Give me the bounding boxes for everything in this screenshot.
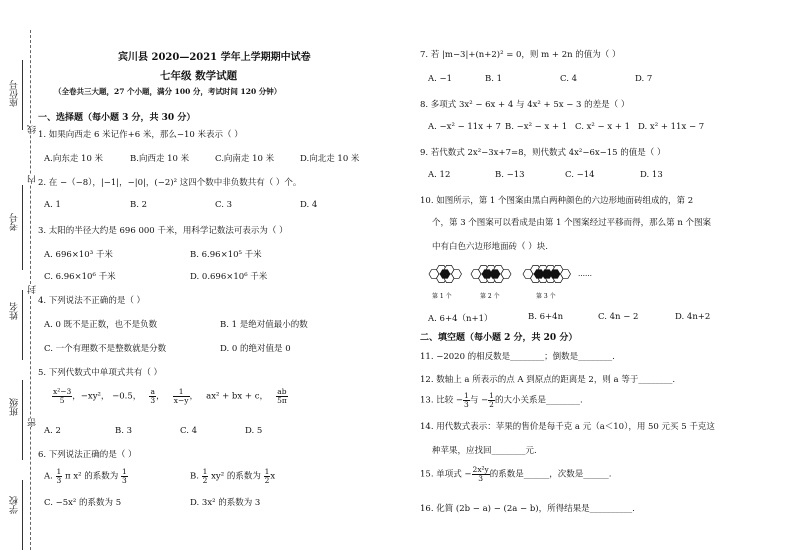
q13-stem: 13. 比较 − $\frac{1}{3}$ 与 − $\frac{1}{2}$ 的大小关系是________. (420, 391, 583, 409)
pattern-3 (523, 265, 571, 282)
q10-line-2: 个，第 3 个图案可以看成是由第 1 个图案经过平移而得，那么第 n 个图案 (432, 218, 712, 228)
fig-ellipsis: …… (578, 270, 592, 278)
q14-line-2: 种苹果，应找回________元. (432, 446, 537, 456)
exam-no-label: 考号 (10, 213, 20, 231)
seat-underline (22, 60, 23, 130)
q10-option-a: A. 6+4（n+1） (428, 314, 493, 324)
q5-option-c: C. 4 (180, 426, 198, 436)
q2-option-c: C. 3 (215, 200, 233, 210)
q8-option-c: C. x² − x + 1 (575, 122, 631, 132)
q2-option-d: D. 4 (300, 200, 318, 210)
q9-option-c: C. −14 (565, 170, 595, 180)
q4-option-a: A. 0 既不是正数，也不是负数 (44, 320, 158, 330)
q7-option-d: D. 7 (635, 74, 653, 84)
q5-expr-4: $\frac{1}{x-y}$ (173, 387, 189, 405)
fig1-label: 第 1 个 (432, 293, 452, 300)
pattern-2 (471, 265, 511, 282)
q10-option-b: B. 6+4n (528, 312, 564, 322)
q10-option-c: C. 4n − 2 (598, 312, 639, 322)
q6-option-a: A. $\frac{1}{3}$ π x² 的系数为 $\frac{1}{3}$ (44, 467, 127, 485)
q5-stem: 5. 下列代数式中单项式共有（ ） (38, 368, 163, 378)
q9-option-a: A. 12 (428, 170, 451, 180)
q7-option-a: A. −1 (428, 74, 453, 84)
q3-option-a: A. 696×10³ 千米 (44, 250, 113, 260)
q11-stem: 11. −2020 的相反数是________；倒数是________. (420, 352, 615, 362)
q4-option-d: D. 0 的绝对值是 0 (220, 344, 291, 354)
q15-stem: 15. 单项式 − $\frac{\text{2x²y}}{3}$ 的系数是______，次数是______. (420, 465, 612, 483)
q6-option-c: C. −5x² 的系数为 5 (44, 498, 122, 508)
q5-expressions: $\frac{\text{x²−3}}{5}$ ，−xy²， −0.5， $\frac{a}{3}$ ， $\frac{1}{x-y}$ ， ax² + bx + c， $\frac{ab}{5\pi}$ (53, 387, 287, 405)
q1-option-a: A.向东走 10 米 (44, 154, 104, 164)
seat-label: 座位号 (10, 80, 20, 107)
section-1-title: 一、选择题（每小题 3 分，共 30 分） (38, 113, 196, 123)
q16-stem: 16. 化简 (2b − a) − (2a − b)，所得结果是__________. (420, 504, 635, 514)
exam-note: （全卷共三大题，27 个小题，满分 100 分，考试时间 120 分钟） (54, 87, 282, 96)
q7-option-c: C. 4 (560, 74, 578, 84)
class-underline (22, 380, 23, 460)
q5-expr-3: $\frac{a}{3}$ (150, 387, 156, 405)
exam-title: 宾川县 2020—2021 学年上学期期中试卷 (118, 52, 311, 63)
q1-option-d: D.向北走 10 米 (300, 154, 360, 164)
q6-option-d: D. 3x² 的系数为 3 (190, 498, 261, 508)
exam-subtitle: 七年级 数学试题 (160, 70, 238, 82)
line-mark: 线 (28, 125, 38, 134)
fold-mark: 密 (28, 418, 38, 427)
q7-stem: 7. 若 |m−3|+(n+2)² = 0，则 m + 2n 的值为（ ） (420, 50, 621, 60)
q5-option-d: D. 5 (245, 426, 263, 436)
q8-option-b: B. −x² − x + 1 (505, 122, 568, 132)
q8-option-d: D. x² + 11x − 7 (638, 122, 705, 132)
q3-stem: 3. 太阳的半径大约是 696 000 千米，用科学记数法可表示为（ ） (38, 226, 288, 236)
school-label: 学校 (10, 496, 20, 514)
fig3-label: 第 3 个 (536, 293, 556, 300)
q4-option-b: B. 1 是绝对值最小的数 (220, 320, 308, 330)
q4-stem: 4. 下列说法不正确的是（ ） (38, 296, 146, 306)
q5-option-b: B. 3 (115, 426, 133, 436)
q5-option-a: A. 2 (44, 426, 61, 436)
q1-option-c: C.向南走 10 米 (215, 154, 275, 164)
q1-stem: 1. 如果向西走 6 米记作+6 米，那么−10 米表示（ ） (38, 130, 243, 140)
q10-option-d: D. 4n+2 (675, 312, 711, 322)
q10-line-1: 10. 如图所示，第 1 个图案由黑白两种颜色的六边形地面砖组成的，第 2 (420, 196, 694, 206)
q9-option-d: D. 13 (640, 170, 663, 180)
hexagon-pattern-figure (428, 260, 608, 306)
q4-option-c: C. 一个有理数不是整数就是分数 (44, 344, 167, 354)
name-label: 姓名 (10, 302, 20, 320)
q9-option-b: B. −13 (495, 170, 525, 180)
pattern-1 (429, 265, 462, 282)
q3-option-c: C. 6.96×10⁶ 千米 (44, 272, 116, 282)
school-underline (22, 480, 23, 550)
section-2-title: 二、填空题（每小题 2 分，共 20 分） (420, 333, 578, 343)
q12-stem: 12. 数轴上 a 所表示的点 A 到原点的距离是 2，则 a 等于________. (420, 375, 676, 385)
q2-option-a: A. 1 (44, 200, 61, 210)
q6-option-b: B. $\frac{1}{2}$ xy² 的系数为 $\frac{1}{2}$ x (190, 467, 276, 485)
q9-stem: 9. 若代数式 2x²−3x+7=8，则代数式 4x²−6x−15 的值是（ ） (420, 148, 666, 158)
q14-line-1: 14. 用代数式表示：苹果的售价是每千克 a 元（a＜10），用 50 元买 5 千克这 (420, 422, 715, 432)
q8-option-a: A. −x² − 11x + 7 (428, 122, 501, 132)
fig2-label: 第 2 个 (480, 293, 500, 300)
q3-option-b: B. 6.96×10⁵ 千米 (190, 250, 262, 260)
q6-stem: 6. 下列说法正确的是（ ） (38, 450, 137, 460)
inner-mark: 内 (28, 175, 38, 184)
q2-stem: 2. 在 −（−8），|−1|，−|0|，(−2)² 这四个数中非负数共有（ ）个。 (38, 178, 302, 188)
exam-no-underline (22, 185, 23, 270)
q8-stem: 8. 多项式 3x² − 6x + 4 与 4x² + 5x − 3 的差是（ ） (420, 100, 630, 110)
q5-expr-1: $\frac{\text{x²−3}}{5}$ (53, 387, 72, 405)
q3-option-d: D. 0.696×10⁶ 千米 (190, 272, 268, 282)
q2-option-b: B. 2 (130, 200, 148, 210)
class-label: 班级 (10, 398, 20, 416)
q10-line-3: 中有白色六边形地面砖（ ）块. (432, 242, 548, 252)
q5-expr-6: $\frac{ab}{5\pi}$ (277, 387, 287, 405)
q7-option-b: B. 1 (485, 74, 503, 84)
name-underline (22, 290, 23, 360)
q1-option-b: B.向西走 10 米 (130, 154, 190, 164)
seal-mark: 封 (28, 285, 38, 294)
